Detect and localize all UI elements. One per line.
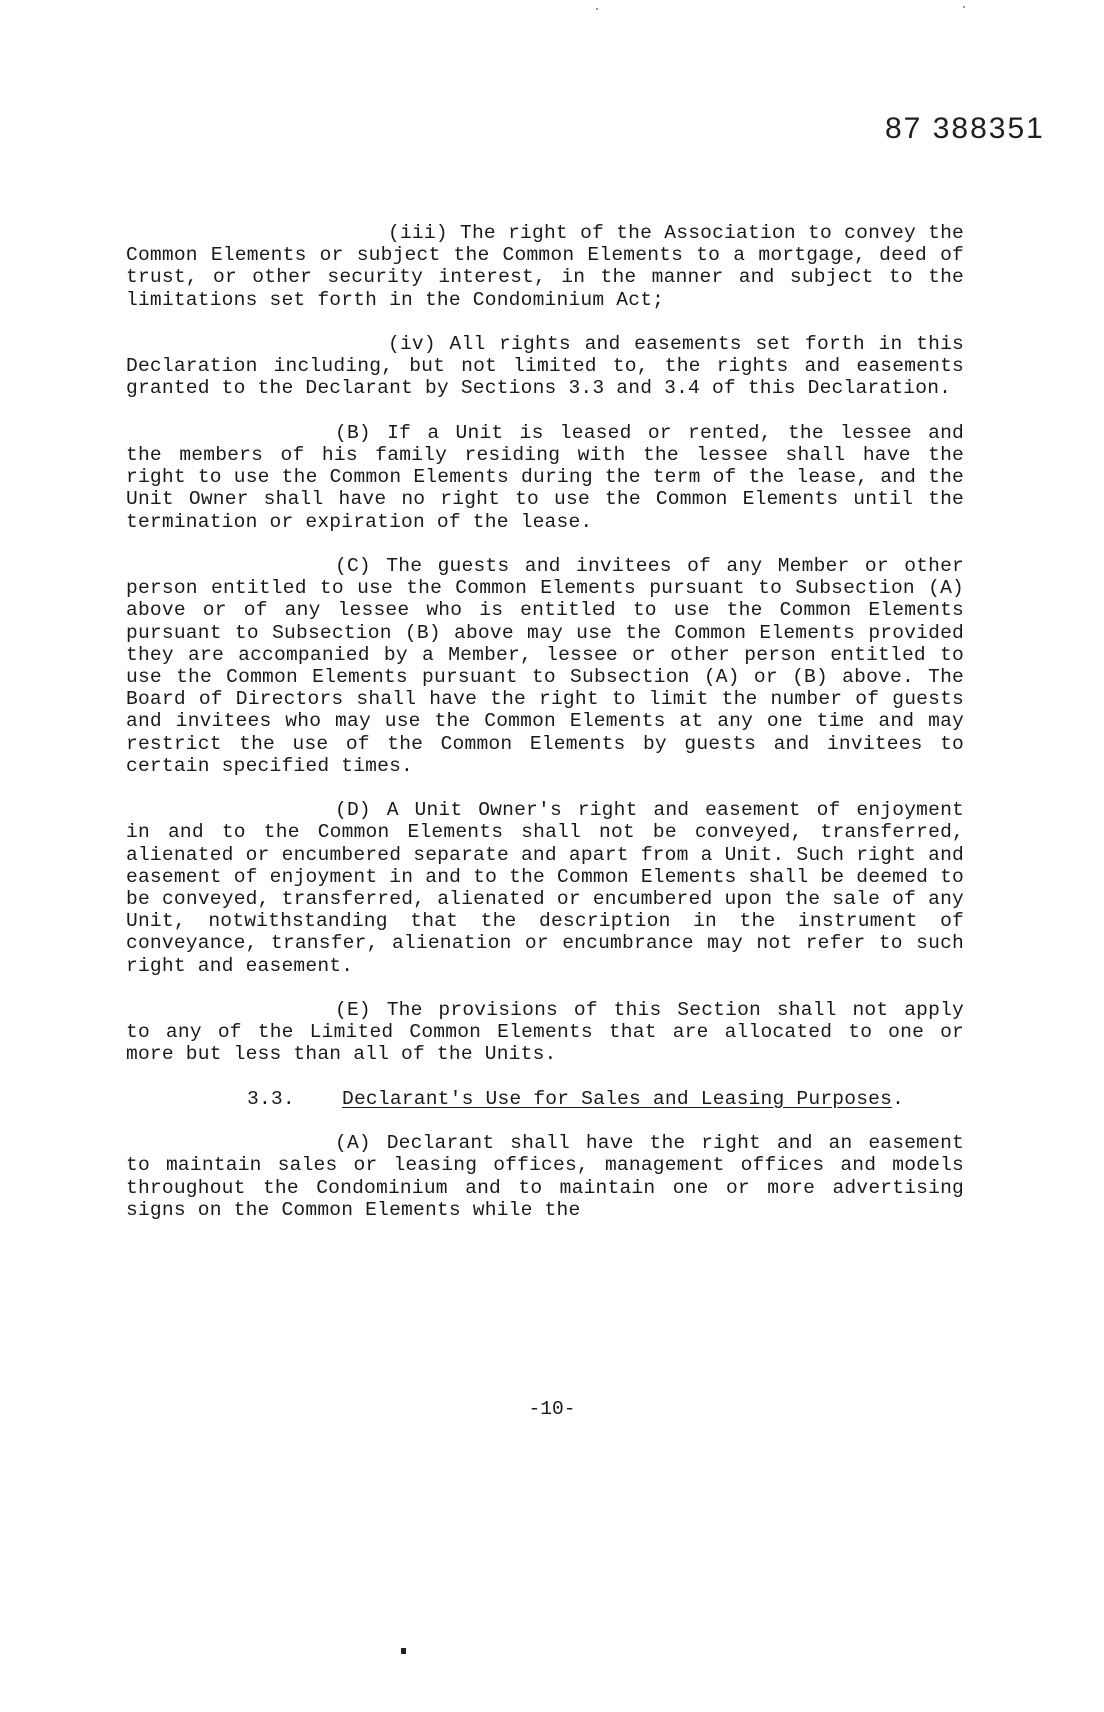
document-number: 87 388351 (885, 112, 1045, 145)
scan-speck (963, 6, 965, 8)
scan-speck (401, 1648, 406, 1654)
paragraph-iv: (iv) All rights and easements set forth in this Declaration including, but not limited to, the rights and easements granted to the Declarant by Sections 3.3 and 3.4 of this Declaration. (126, 333, 964, 400)
paragraph-c: (C) The guests and invitees of any Member or other person entitled to use the Common Elements pursuant to Subsection (A) above or of any lessee who is entitled to use the Common Elements pursuant to Subsection (B) above may use the Common Elements provided they are accompanied by a Member, lessee or other person entitled to use the Common Elements pursuant to Subsection (A) or (B) above. The Board of Directors shall have the right to limit the number of guests and invitees who may use the Common Elements at any one time and may restrict the use of the Common Elements by guests and invitees to certain specified times. (126, 555, 964, 777)
document-body (126, 222, 964, 1243)
paragraph-e: (E) The provisions of this Section shall not apply to any of the Limited Common Elements that are allocated to one or more but less than all of the Units. (126, 999, 964, 1066)
scan-speck (596, 8, 598, 10)
paragraph-3-3-a: (A) Declarant shall have the right and an easement to maintain sales or leasing offices, management offices and models throughout the Condominium and to maintain one or more advertising signs on the Common Elements while the (126, 1132, 964, 1221)
section-title-period: . (892, 1087, 905, 1110)
paragraph-b: (B) If a Unit is leased or rented, the lessee and the members of his family residing with the lessee shall have the right to use the Common Elements during the term of the lease, and the Unit Owner shall have no right to use the Common Elements until the termination or expiration of the lease. (126, 421, 964, 533)
section-title: Declarant's Use for Sales and Leasing Purposes (342, 1087, 893, 1110)
paragraph-iii: (iii) The right of the Association to convey the Common Elements or subject the Common Elements to a mortgage, deed of trust, or other security interest, in the manner and subject to the limitations set forth in the Condominium Act; (126, 222, 964, 311)
page-number: -10- (528, 1398, 576, 1420)
paragraph-d: (D) A Unit Owner's right and easement of enjoyment in and to the Common Elements shall not be conveyed, transferred, alienated or encumbered separate and apart from a Unit. Such right and easement of enjoyment in and to the Common Elements shall be deemed to be conveyed, transferred, alienated or encumbered upon the sale of any Unit, notwithstanding that the description in the instrument of conveyance, transfer, alienation or encumbrance may not refer to such right and easement. (126, 799, 964, 977)
section-heading (126, 1088, 964, 1110)
section-number: 3.3. (247, 1087, 295, 1110)
